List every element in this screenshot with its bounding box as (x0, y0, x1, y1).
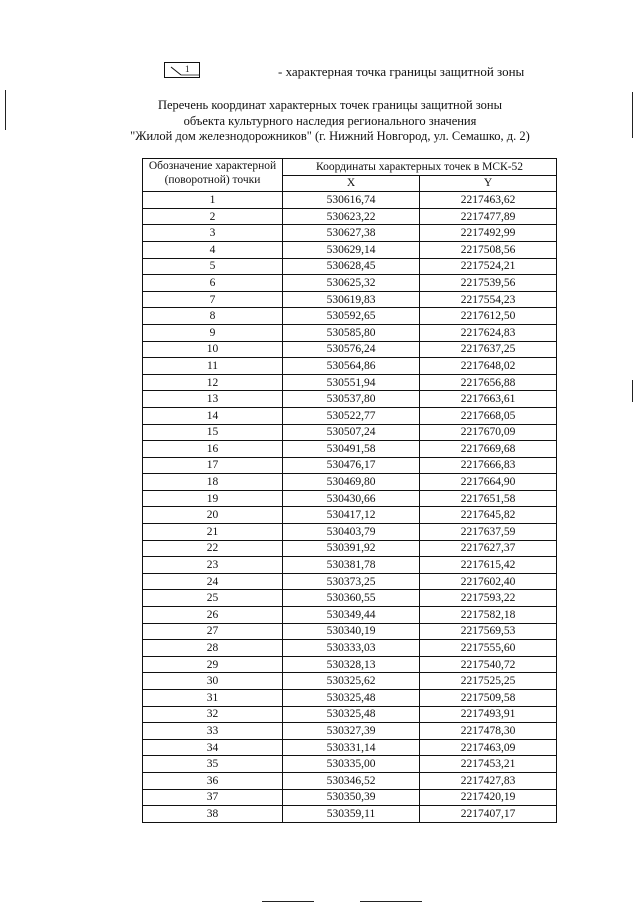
cell-point-number: 7 (143, 291, 283, 308)
cell-x: 530627,38 (283, 225, 420, 242)
scan-edge-right (632, 92, 633, 138)
cell-x: 530551,94 (283, 374, 420, 391)
cell-y: 2217612,50 (420, 308, 557, 325)
table-row (143, 308, 557, 325)
cell-point-number: 18 (143, 474, 283, 491)
cell-y: 2217420,19 (420, 789, 557, 806)
cell-y: 2217524,21 (420, 258, 557, 275)
cell-x: 530340,19 (283, 623, 420, 640)
cell-x: 530619,83 (283, 291, 420, 308)
cell-y: 2217554,23 (420, 291, 557, 308)
cell-point-number: 2 (143, 208, 283, 225)
table-row (143, 806, 557, 823)
table-row (143, 457, 557, 474)
cell-point-number: 34 (143, 739, 283, 756)
cell-x: 530576,24 (283, 341, 420, 358)
cell-x: 530360,55 (283, 590, 420, 607)
table-row (143, 524, 557, 541)
cell-x: 530625,32 (283, 275, 420, 292)
cell-point-number: 8 (143, 308, 283, 325)
cell-point-number: 31 (143, 690, 283, 707)
point-marker-arrow-icon (165, 63, 201, 79)
title-line-2: объекта культурного наследия регионального значения (183, 113, 477, 128)
cell-x: 530350,39 (283, 789, 420, 806)
table-row (143, 490, 557, 507)
cell-x: 530507,24 (283, 424, 420, 441)
cell-point-number: 32 (143, 706, 283, 723)
cell-x: 530349,44 (283, 607, 420, 624)
cell-y: 2217463,09 (420, 739, 557, 756)
cell-y: 2217602,40 (420, 573, 557, 590)
cell-x: 530430,66 (283, 490, 420, 507)
cell-y: 2217477,89 (420, 208, 557, 225)
cell-point-number: 3 (143, 225, 283, 242)
cell-point-number: 17 (143, 457, 283, 474)
cell-x: 530325,62 (283, 673, 420, 690)
cell-y: 2217666,83 (420, 457, 557, 474)
scan-edge-bottom (262, 901, 314, 902)
cell-point-number: 26 (143, 607, 283, 624)
cell-y: 2217670,09 (420, 424, 557, 441)
cell-x: 530327,39 (283, 723, 420, 740)
cell-x: 530623,22 (283, 208, 420, 225)
cell-y: 2217668,05 (420, 407, 557, 424)
table-row (143, 756, 557, 773)
point-marker-symbol (164, 62, 200, 78)
table-row (143, 291, 557, 308)
cell-point-number: 1 (143, 192, 283, 209)
cell-x: 530328,13 (283, 656, 420, 673)
cell-point-number: 30 (143, 673, 283, 690)
cell-y: 2217508,56 (420, 241, 557, 258)
cell-point-number: 5 (143, 258, 283, 275)
title-line-1: Перечень координат характерных точек границы защитной зоны (157, 98, 503, 112)
cell-point-number: 22 (143, 540, 283, 557)
cell-point-number: 27 (143, 623, 283, 640)
cell-y: 2217453,21 (420, 756, 557, 773)
coordinates-table (142, 158, 557, 823)
table-row (143, 208, 557, 225)
table-row (143, 324, 557, 341)
cell-point-number: 38 (143, 806, 283, 823)
cell-x: 530403,79 (283, 524, 420, 541)
table-row (143, 623, 557, 640)
table-row (143, 391, 557, 408)
cell-y: 2217593,22 (420, 590, 557, 607)
cell-y: 2217664,90 (420, 474, 557, 491)
cell-x: 530381,78 (283, 557, 420, 574)
cell-y: 2217493,91 (420, 706, 557, 723)
table-row (143, 258, 557, 275)
cell-x: 530346,52 (283, 772, 420, 789)
cell-point-number: 15 (143, 424, 283, 441)
cell-y: 2217637,59 (420, 524, 557, 541)
header-coordinates: Координаты характерных точек в МСК-52 (283, 159, 557, 176)
cell-y: 2217645,82 (420, 507, 557, 524)
table-row (143, 374, 557, 391)
cell-y: 2217624,83 (420, 324, 557, 341)
cell-point-number: 33 (143, 723, 283, 740)
cell-point-number: 20 (143, 507, 283, 524)
cell-y: 2217463,62 (420, 192, 557, 209)
legend (164, 62, 524, 82)
cell-point-number: 13 (143, 391, 283, 408)
cell-x: 530331,14 (283, 739, 420, 756)
cell-y: 2217407,17 (420, 806, 557, 823)
cell-point-number: 11 (143, 358, 283, 375)
table-row (143, 656, 557, 673)
cell-x: 530476,17 (283, 457, 420, 474)
table-row (143, 441, 557, 458)
cell-y: 2217582,18 (420, 607, 557, 624)
cell-point-number: 10 (143, 341, 283, 358)
cell-point-number: 9 (143, 324, 283, 341)
cell-point-number: 35 (143, 756, 283, 773)
cell-y: 2217648,02 (420, 358, 557, 375)
cell-point-number: 23 (143, 557, 283, 574)
cell-point-number: 4 (143, 241, 283, 258)
cell-y: 2217637,25 (420, 341, 557, 358)
cell-point-number: 36 (143, 772, 283, 789)
cell-y: 2217569,53 (420, 623, 557, 640)
cell-x: 530616,74 (283, 192, 420, 209)
cell-x: 530373,25 (283, 573, 420, 590)
table-row (143, 474, 557, 491)
cell-point-number: 24 (143, 573, 283, 590)
cell-x: 530585,80 (283, 324, 420, 341)
cell-y: 2217539,56 (420, 275, 557, 292)
table-row (143, 407, 557, 424)
cell-y: 2217427,83 (420, 772, 557, 789)
cell-y: 2217525,25 (420, 673, 557, 690)
table-row (143, 225, 557, 242)
document-title (100, 98, 560, 145)
cell-y: 2217478,30 (420, 723, 557, 740)
scan-edge-right-lower (632, 380, 633, 402)
table-row (143, 424, 557, 441)
cell-x: 530325,48 (283, 690, 420, 707)
cell-x: 530359,11 (283, 806, 420, 823)
table-row (143, 673, 557, 690)
table-row (143, 192, 557, 209)
cell-y: 2217509,58 (420, 690, 557, 707)
table-row (143, 241, 557, 258)
table-row (143, 358, 557, 375)
cell-y: 2217651,58 (420, 490, 557, 507)
table-row (143, 557, 557, 574)
title-line-3: "Жилой дом железнодорожников" (г. Нижний Новгород, ул. Семашко, д. 2) (130, 129, 530, 143)
cell-point-number: 37 (143, 789, 283, 806)
table-row (143, 540, 557, 557)
header-x: X (283, 175, 420, 192)
cell-point-number: 14 (143, 407, 283, 424)
cell-y: 2217492,99 (420, 225, 557, 242)
table-row (143, 607, 557, 624)
cell-x: 530469,80 (283, 474, 420, 491)
table-row (143, 275, 557, 292)
table-row (143, 723, 557, 740)
cell-y: 2217656,88 (420, 374, 557, 391)
cell-x: 530564,86 (283, 358, 420, 375)
cell-x: 530537,80 (283, 391, 420, 408)
table-body (143, 192, 557, 823)
cell-y: 2217669,68 (420, 441, 557, 458)
scan-edge-bottom-2 (360, 901, 422, 902)
cell-x: 530491,58 (283, 441, 420, 458)
table-row (143, 772, 557, 789)
table-row (143, 341, 557, 358)
header-y: Y (420, 175, 557, 192)
cell-x: 530592,65 (283, 308, 420, 325)
cell-point-number: 28 (143, 640, 283, 657)
cell-y: 2217555,60 (420, 640, 557, 657)
table-row (143, 590, 557, 607)
legend-text: - характерная точка границы защитной зоны (278, 64, 525, 79)
cell-x: 530628,45 (283, 258, 420, 275)
cell-x: 530333,03 (283, 640, 420, 657)
cell-y: 2217615,42 (420, 557, 557, 574)
point-marker-number: 1 (185, 64, 190, 74)
table-row (143, 690, 557, 707)
table-row (143, 640, 557, 657)
table-row (143, 789, 557, 806)
cell-y: 2217627,37 (420, 540, 557, 557)
scan-edge-left (5, 90, 6, 130)
cell-y: 2217540,72 (420, 656, 557, 673)
cell-x: 530325,48 (283, 706, 420, 723)
table-row (143, 507, 557, 524)
cell-x: 530629,14 (283, 241, 420, 258)
cell-x: 530522,77 (283, 407, 420, 424)
cell-point-number: 25 (143, 590, 283, 607)
cell-point-number: 19 (143, 490, 283, 507)
table-row (143, 573, 557, 590)
table-row (143, 706, 557, 723)
cell-point-number: 6 (143, 275, 283, 292)
cell-x: 530391,92 (283, 540, 420, 557)
cell-y: 2217663,61 (420, 391, 557, 408)
cell-point-number: 16 (143, 441, 283, 458)
cell-point-number: 21 (143, 524, 283, 541)
table-row (143, 739, 557, 756)
cell-x: 530335,00 (283, 756, 420, 773)
cell-point-number: 29 (143, 656, 283, 673)
cell-x: 530417,12 (283, 507, 420, 524)
cell-point-number: 12 (143, 374, 283, 391)
header-point-designation: Обозначение характерной (поворотной) точки (143, 159, 283, 192)
